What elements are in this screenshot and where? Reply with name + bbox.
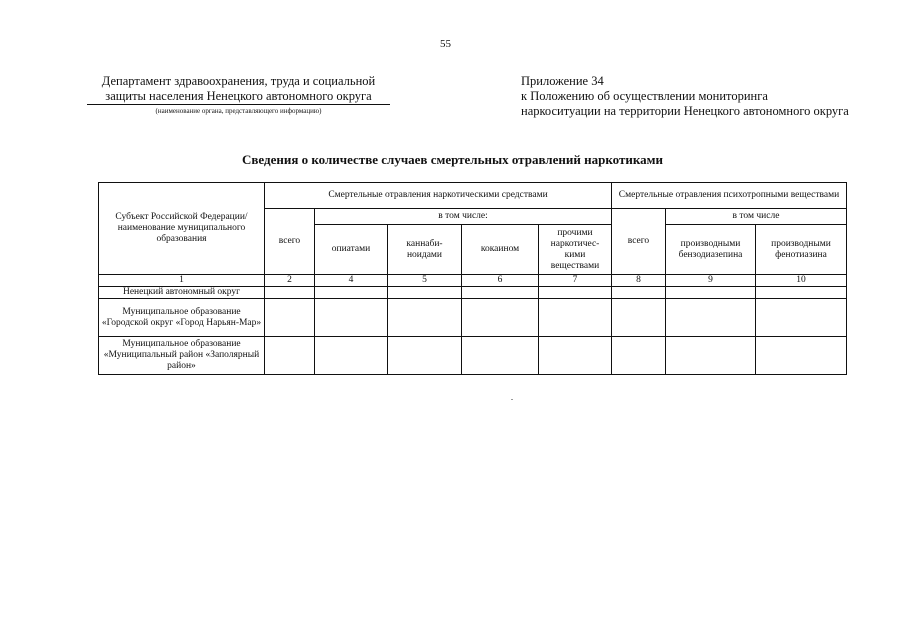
row-label: Муниципальное образование «Городской округ «Город Нарьян-Мар»: [99, 299, 265, 337]
page-number: 55: [440, 38, 451, 50]
appendix-line-2: к Положению об осуществлении мониторинга: [521, 89, 768, 103]
data-cell: [756, 287, 847, 299]
header-phenothiazine: производными фенотиазина: [756, 225, 847, 275]
data-cell: [539, 337, 612, 375]
appendix-block: [521, 74, 849, 119]
data-cell: [612, 299, 666, 337]
column-number: 8: [612, 275, 666, 287]
department-caption: (наименование органа, представляющего информацию): [155, 107, 322, 115]
column-number: 6: [462, 275, 539, 287]
appendix-line-3: наркоситуации на территории Ненецкого автономного округа: [521, 104, 849, 118]
data-cell: [666, 287, 756, 299]
data-cell: [666, 299, 756, 337]
table-row: [99, 337, 847, 375]
column-number-row: [99, 275, 847, 287]
row-label: Муниципальное образование «Муниципальный район «Заполярный район»: [99, 337, 265, 375]
column-number: 9: [666, 275, 756, 287]
header-narcotic-group: Смертельные отравления наркотическими средствами: [265, 183, 612, 209]
data-cell: [539, 287, 612, 299]
data-cell: [388, 299, 462, 337]
header-psychotropic-including: в том числе: [666, 209, 847, 225]
department-block: [87, 74, 390, 116]
data-cell: [388, 287, 462, 299]
appendix-line-1: Приложение 34: [521, 74, 604, 88]
header-subject: Субъект Российской Федерации/ наименование муниципального образования: [99, 183, 265, 275]
column-number: 2: [265, 275, 315, 287]
department-line-2: защиты населения Ненецкого автономного округа: [87, 89, 390, 105]
table-row: [99, 287, 847, 299]
data-cell: [539, 299, 612, 337]
data-cell: [462, 287, 539, 299]
header-psychotropic-group: Смертельные отравления психотропными веществами: [612, 183, 847, 209]
row-label: Ненецкий автономный округ: [99, 287, 265, 299]
column-number: 10: [756, 275, 847, 287]
poisoning-table: [98, 182, 847, 375]
data-cell: [756, 337, 847, 375]
data-cell: [612, 337, 666, 375]
column-number: 7: [539, 275, 612, 287]
data-cell: [315, 287, 388, 299]
data-cell: [612, 287, 666, 299]
data-cell: [265, 337, 315, 375]
data-cell: [388, 337, 462, 375]
data-cell: [265, 287, 315, 299]
data-cell: [462, 299, 539, 337]
data-cell: [315, 299, 388, 337]
data-cell: [666, 337, 756, 375]
scan-speck: [511, 399, 513, 400]
header-narcotic-total: всего: [265, 209, 315, 275]
department-line-1: Департамент здравоохранения, труда и социальной: [101, 74, 376, 88]
data-cell: [265, 299, 315, 337]
header-narcotic-including: в том числе:: [315, 209, 612, 225]
column-number: 1: [99, 275, 265, 287]
data-cell: [462, 337, 539, 375]
header-cannabinoids: каннаби-ноидами: [388, 225, 462, 275]
header-other-narcotics: прочими наркотичес-кими веществами: [539, 225, 612, 275]
document-title: Сведения о количестве случаев смертельных отравлений наркотиками: [242, 152, 663, 167]
header-benzodiazepine: производными бензодиазепина: [666, 225, 756, 275]
data-cell: [315, 337, 388, 375]
table-row: [99, 299, 847, 337]
header-cocaine: кокаином: [462, 225, 539, 275]
header-psychotropic-total: всего: [612, 209, 666, 275]
data-cell: [756, 299, 847, 337]
header-opiates: опиатами: [315, 225, 388, 275]
column-number: 5: [388, 275, 462, 287]
column-number: 4: [315, 275, 388, 287]
